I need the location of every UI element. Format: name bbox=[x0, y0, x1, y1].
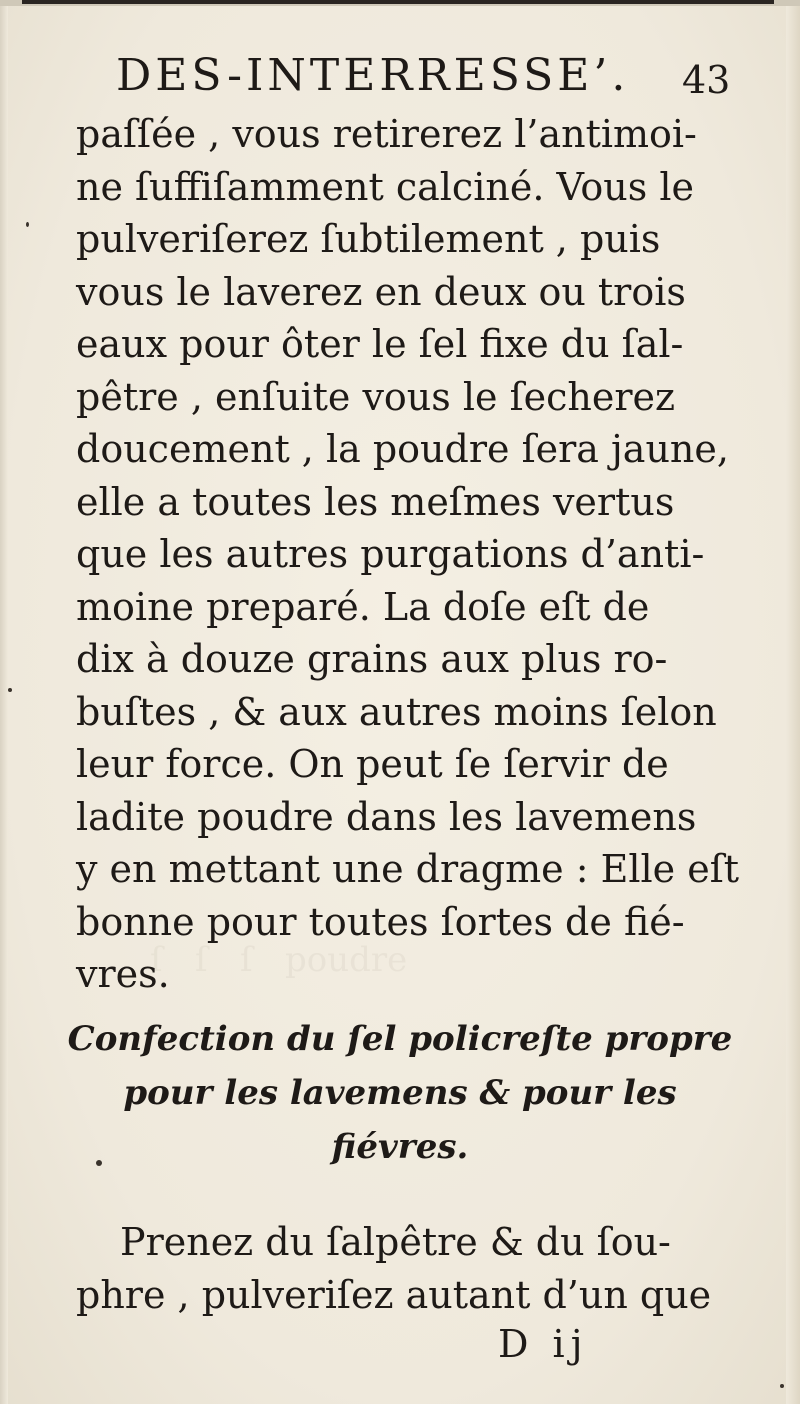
running-head bbox=[116, 44, 736, 104]
text-line: pulveriſerez ſubtilement , puis bbox=[76, 217, 661, 261]
text-line: leur force. On peut ſe ſervir de bbox=[76, 742, 669, 786]
page-left-edge bbox=[0, 0, 8, 1404]
main-paragraph bbox=[76, 108, 740, 1001]
text-line: phre , pulveriſez autant d’un que bbox=[76, 1272, 712, 1317]
running-head-title: DES-INTERRESSE’. bbox=[116, 50, 630, 101]
text-line: paſſée , vous retirerez l’antimoi- bbox=[76, 112, 697, 156]
signature-mark: D ij bbox=[498, 1322, 589, 1366]
heading-line: fiévres. bbox=[331, 1127, 469, 1167]
page-right-edge bbox=[786, 0, 800, 1404]
heading-line: pour les lavemens & pour les bbox=[123, 1073, 677, 1113]
text-line: pêtre , enſuite vous le ſecherez bbox=[76, 374, 676, 419]
text-line: eaux pour ôter le ſel fixe du ſal- bbox=[76, 322, 684, 366]
text-line: Prenez du ſalpêtre & du ſou- bbox=[120, 1220, 671, 1264]
text-line: buſtes , & aux autres moins ſelon bbox=[76, 689, 717, 734]
text-line: y en mettant une dragme : Elle eſt bbox=[76, 847, 740, 891]
text-line: ladite poudre dans les lavemens bbox=[76, 794, 697, 839]
ink-speck bbox=[780, 1384, 784, 1388]
text-line: bonne pour toutes ſortes de fié- bbox=[76, 899, 685, 944]
text-line: que les autres purgations d’anti- bbox=[76, 532, 705, 576]
ink-speck bbox=[96, 1160, 102, 1166]
text-line: ne ſuffiſamment calciné. Vous le bbox=[76, 164, 695, 209]
text-line: vres. bbox=[76, 952, 170, 996]
page-number: 43 bbox=[682, 58, 731, 102]
ink-speck bbox=[8, 688, 12, 692]
section-heading bbox=[60, 1012, 740, 1174]
page-top-shadow bbox=[22, 0, 774, 4]
text-line: elle a toutes les meſmes vertus bbox=[76, 479, 675, 524]
ink-speck bbox=[26, 222, 29, 227]
show-through-text: ſ ſ ſ poudre bbox=[150, 940, 408, 980]
text-line: doucement , la poudre ſera jaune, bbox=[76, 427, 729, 471]
heading-line: Confection du ſel policreſte propre bbox=[67, 1019, 733, 1059]
text-line: vous le laverez en deux ou trois bbox=[76, 269, 686, 314]
text-line: moine preparé. La doſe eſt de bbox=[76, 584, 650, 629]
second-paragraph bbox=[76, 1216, 736, 1321]
text-line: dix à douze grains aux plus ro- bbox=[76, 637, 668, 681]
